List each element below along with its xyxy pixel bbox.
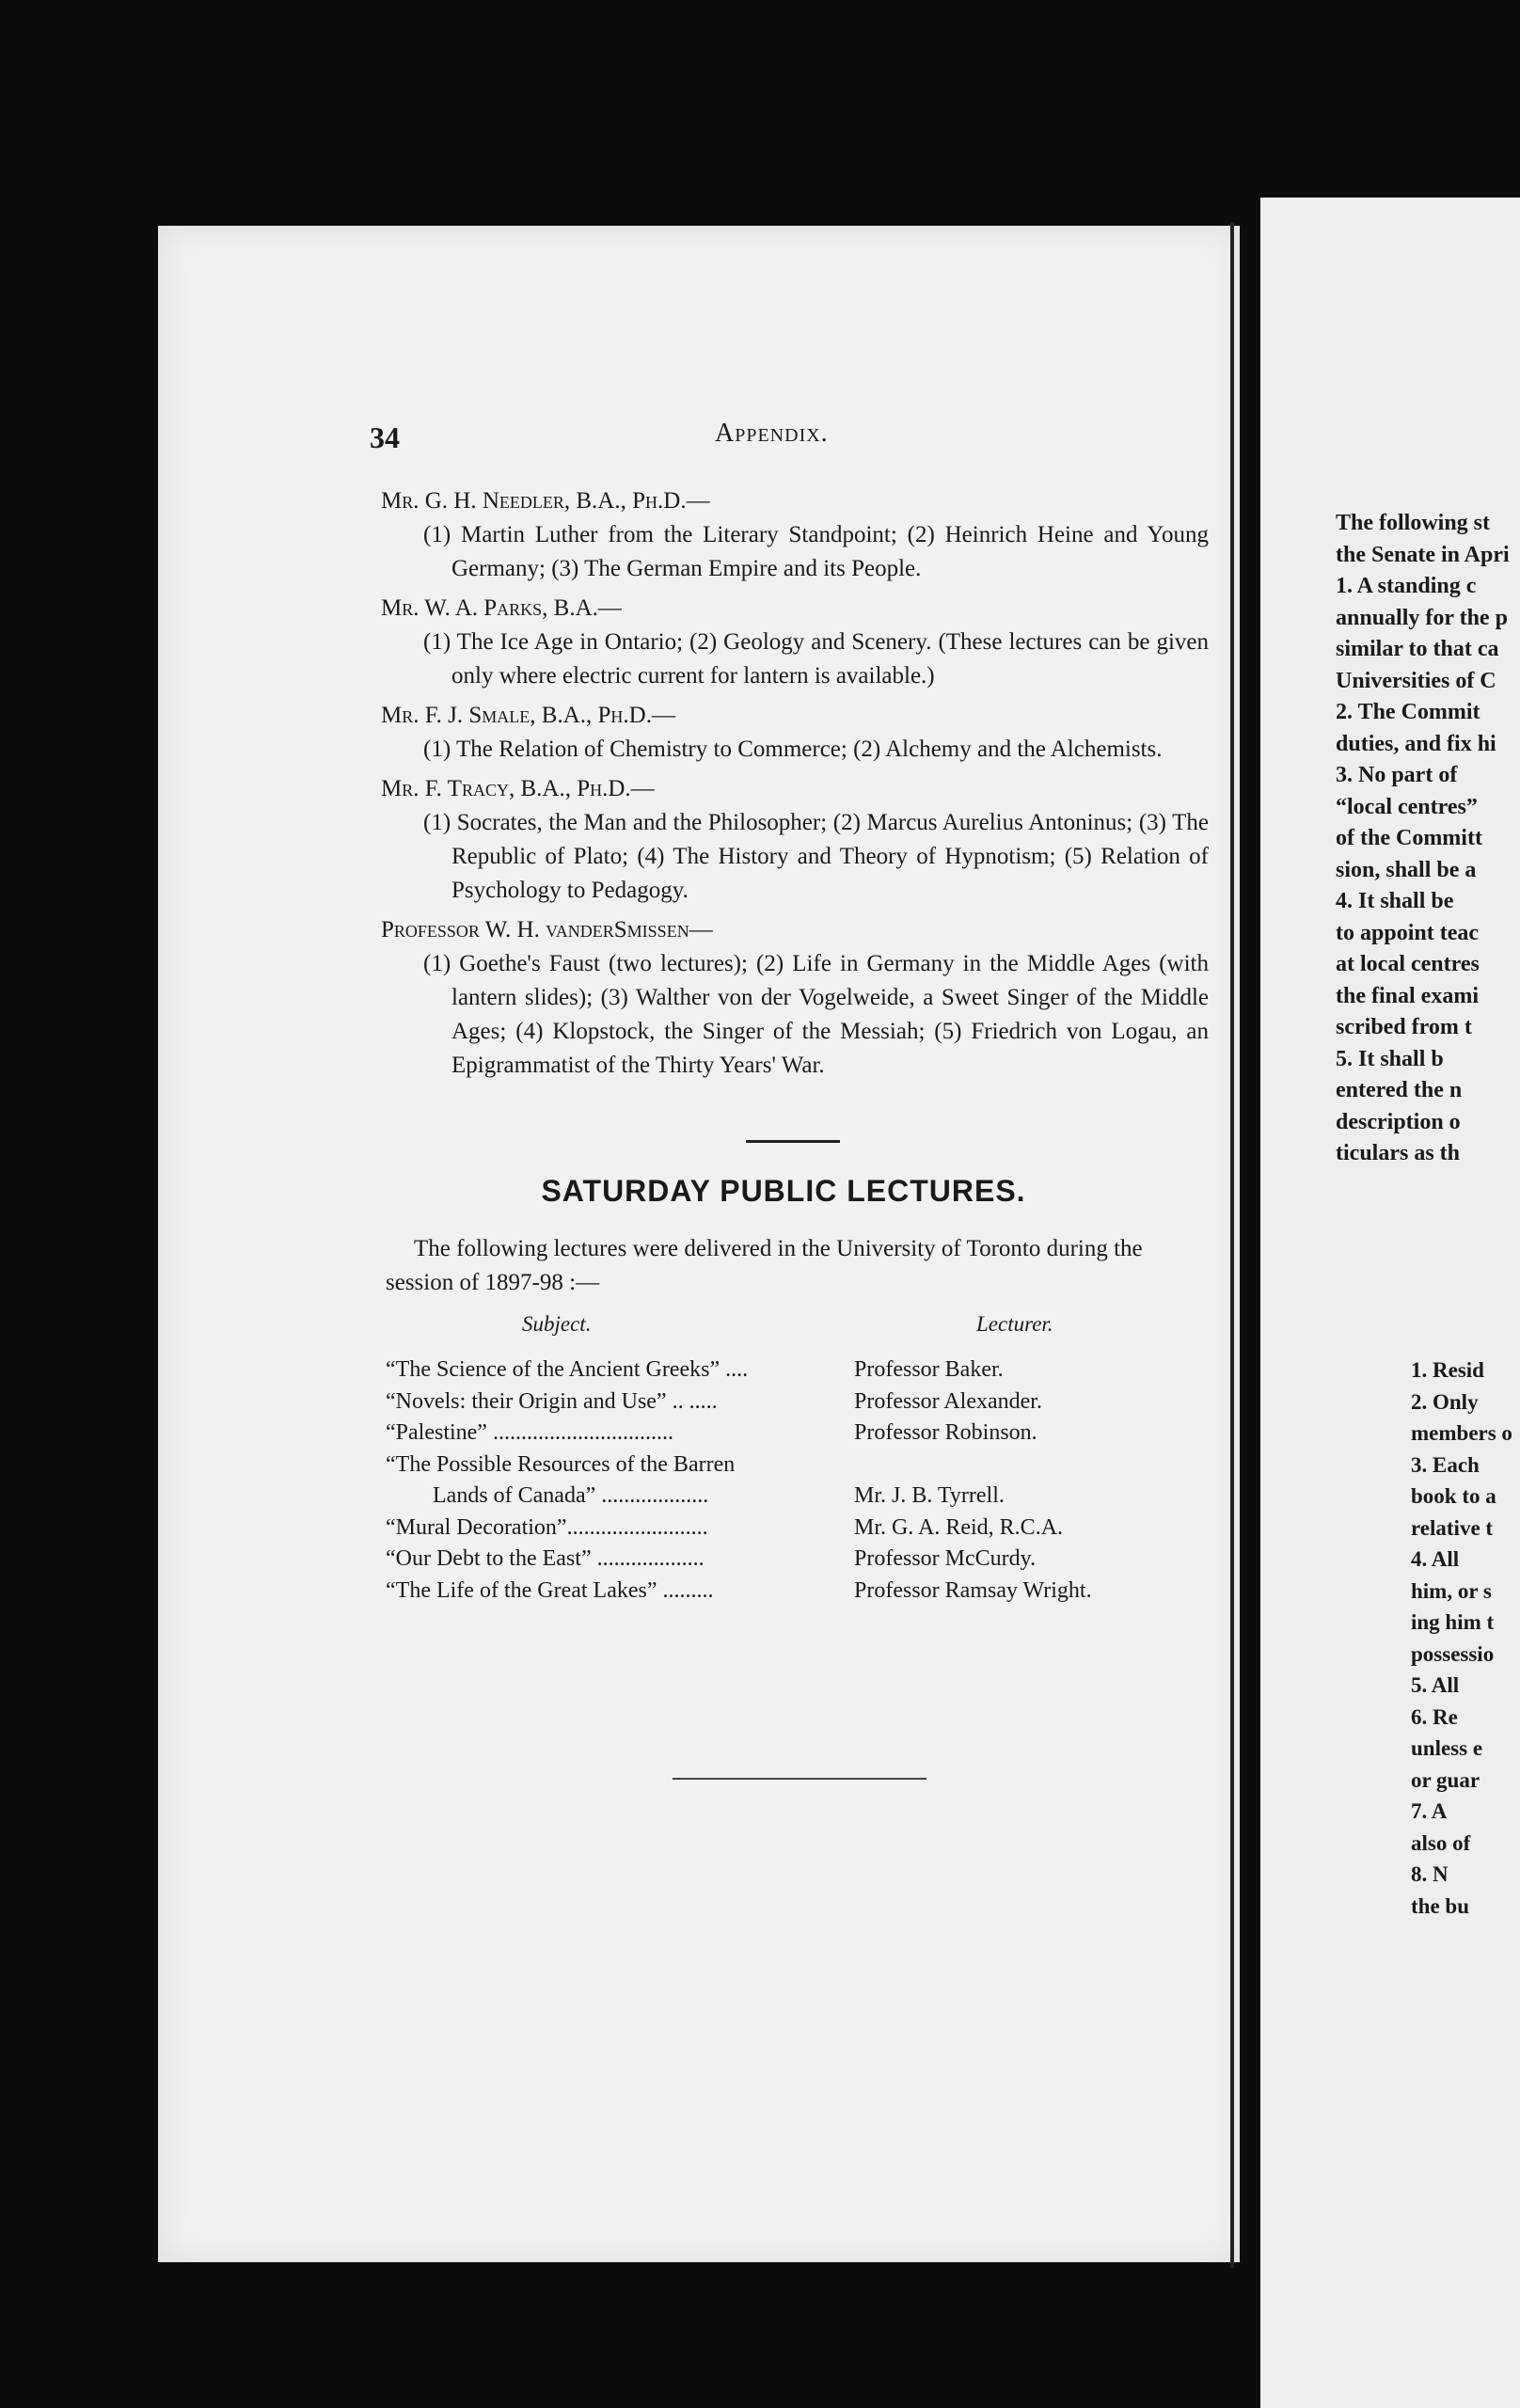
right-page-line: 3. No part of bbox=[1336, 763, 1458, 787]
right-page-line: to appoint teac bbox=[1336, 920, 1479, 945]
right-page-line: also of bbox=[1411, 1830, 1471, 1855]
table-row bbox=[386, 1576, 1213, 1608]
right-page-line: 5. All bbox=[1411, 1673, 1460, 1697]
right-page-line: 1. A standing c bbox=[1336, 574, 1477, 598]
right-page-line: 3. Each bbox=[1411, 1452, 1480, 1477]
right-page-line: or guar bbox=[1411, 1767, 1480, 1792]
lecture-lecturer: Professor Robinson. bbox=[854, 1420, 1037, 1445]
lecture-lecturer: Professor McCurdy. bbox=[854, 1546, 1037, 1571]
right-page-line: similar to that ca bbox=[1336, 637, 1499, 661]
lecture-lecturer: Professor Baker. bbox=[854, 1357, 1004, 1382]
right-page-line: of the Committ bbox=[1336, 826, 1482, 850]
lecture-table bbox=[386, 1354, 1213, 1607]
right-page-line: 4. All bbox=[1411, 1547, 1460, 1571]
right-page-line: scribed from t bbox=[1336, 1015, 1472, 1039]
lecturer-name: Mr. F. Tracy, B.A., Ph.D.— bbox=[381, 776, 655, 801]
right-page-line: relative t bbox=[1411, 1515, 1494, 1540]
subject-column-head: Subject. bbox=[522, 1312, 592, 1336]
lecture-topics: (1) Martin Luther from the Literary Standpoint; (2) Heinrich Heine and Young Germany; (3) The German Empire and its People. bbox=[423, 522, 1209, 581]
lecturer-column-head: Lecturer. bbox=[976, 1312, 1053, 1336]
table-row bbox=[386, 1386, 1213, 1418]
right-page-line: 2. Only bbox=[1411, 1389, 1479, 1414]
right-page-line: duties, and fix hi bbox=[1336, 731, 1496, 756]
lecture-lecturer: Mr. J. B. Tyrrell. bbox=[854, 1483, 1005, 1508]
lecturer-name: Mr. G. H. Needler, B.A., Ph.D.— bbox=[381, 488, 710, 514]
right-page-line: 5. It shall b bbox=[1336, 1046, 1444, 1071]
table-row bbox=[386, 1513, 1213, 1545]
lecturer-entry bbox=[381, 592, 1209, 693]
right-page-line: sion, shall be a bbox=[1336, 857, 1477, 882]
lecturer-name: Professor W. H. vanderSmissen— bbox=[381, 917, 713, 943]
right-page-line: the bu bbox=[1411, 1893, 1469, 1918]
right-page-line: annually for the p bbox=[1336, 605, 1508, 630]
right-page-line: members o bbox=[1411, 1421, 1512, 1445]
right-page-line: 6. Re bbox=[1411, 1704, 1458, 1729]
lecture-subject: “Our Debt to the East” ................... bbox=[386, 1546, 705, 1571]
lecture-lecturer: Mr. G. A. Reid, R.C.A. bbox=[854, 1514, 1064, 1540]
lecture-topics: (1) The Relation of Chemistry to Commerce; (2) Alchemy and the Alchemists. bbox=[423, 737, 1163, 762]
lecture-topics: (1) Goethe's Faust (two lectures); (2) Life in Germany in the Middle Ages (with lantern slides); (3) Walther von der Vogelweide, a Sweet Singer of the Middle Ages; (4) Klopstock, the Singer of the Messiah; (5) Friedrich von Logau, an Epigrammatist of the Thirty Years' War. bbox=[423, 951, 1209, 1078]
table-row bbox=[386, 1354, 1213, 1386]
lecture-subject: “The Science of the Ancient Greeks” .... bbox=[386, 1357, 749, 1382]
right-page-bottom-text bbox=[1411, 1354, 1512, 1922]
lecture-subject: Lands of Canada” ................... bbox=[433, 1483, 709, 1508]
right-page-top-text bbox=[1336, 508, 1510, 1170]
right-page-line: possessio bbox=[1411, 1641, 1495, 1666]
section-intro: The following lectures were delivered in the University of Toronto during the session of 1897-98 :— bbox=[386, 1236, 1143, 1295]
right-page-line: the Senate in Apri bbox=[1336, 542, 1510, 567]
right-page-line: book to a bbox=[1411, 1484, 1496, 1508]
right-page-line: The following st bbox=[1336, 511, 1491, 535]
lecture-subject: “Palestine” ................................ bbox=[386, 1420, 673, 1445]
right-page-line: 4. It shall be bbox=[1336, 889, 1454, 913]
right-page-line: ing him t bbox=[1411, 1610, 1495, 1634]
table-row bbox=[386, 1544, 1213, 1576]
lecturer-name: Mr. W. A. Parks, B.A.— bbox=[381, 595, 622, 621]
lecture-topics: (1) The Ice Age in Ontario; (2) Geology and Scenery. (These lectures can be given only where electric current for lantern is available.) bbox=[423, 629, 1209, 689]
right-page-line: at local centres bbox=[1336, 952, 1480, 976]
table-row bbox=[386, 1418, 1213, 1450]
lecture-lecturer: Professor Alexander. bbox=[854, 1388, 1042, 1414]
right-page-line: 1. Resid bbox=[1411, 1358, 1484, 1382]
right-page-line: the final exami bbox=[1336, 983, 1479, 1008]
lecture-subject: “The Possible Resources of the Barren bbox=[386, 1451, 736, 1477]
lecturer-list bbox=[381, 484, 1209, 1088]
lecturer-entry bbox=[381, 699, 1209, 767]
right-page-line: ticulars as th bbox=[1336, 1141, 1460, 1165]
section-title: SATURDAY PUBLIC LECTURES. bbox=[541, 1174, 1026, 1208]
lecturer-entry bbox=[381, 484, 1209, 586]
lecture-subject: “Novels: their Origin and Use” .. ..... bbox=[386, 1388, 718, 1414]
right-page-line: description o bbox=[1336, 1109, 1461, 1134]
bottom-divider bbox=[673, 1778, 926, 1780]
right-page-line: entered the n bbox=[1336, 1078, 1463, 1102]
right-page-line: Universities of C bbox=[1336, 668, 1496, 693]
lecturer-name: Mr. F. J. Smale, B.A., Ph.D.— bbox=[381, 703, 675, 728]
section-divider bbox=[746, 1140, 840, 1143]
page-number: 34 bbox=[370, 420, 400, 454]
right-page-line: unless e bbox=[1411, 1736, 1483, 1760]
lecture-topics: (1) Socrates, the Man and the Philosopher; (2) Marcus Aurelius Antoninus; (3) The Republic of Plato; (4) The History and Theory of Hypnotism; (5) Relation of Psychology to Pedagogy. bbox=[423, 810, 1209, 903]
lecturer-entry bbox=[381, 913, 1209, 1083]
right-page-line: 7. A bbox=[1411, 1799, 1448, 1823]
lecturer-entry bbox=[381, 772, 1209, 908]
lecture-subject: “Mural Decoration”......................... bbox=[386, 1514, 708, 1540]
right-page-line: him, or s bbox=[1411, 1578, 1492, 1603]
page-fold bbox=[1230, 222, 1234, 2268]
right-page-line: 2. The Commit bbox=[1336, 700, 1480, 724]
lecture-lecturer: Professor Ramsay Wright. bbox=[854, 1577, 1092, 1603]
right-page-line: 8. N bbox=[1411, 1862, 1449, 1886]
running-head: Appendix. bbox=[715, 419, 829, 448]
lecture-subject: “The Life of the Great Lakes” ......... bbox=[386, 1577, 714, 1603]
right-page-line: “local centres” bbox=[1336, 794, 1478, 819]
table-row bbox=[386, 1481, 1213, 1513]
table-row bbox=[386, 1450, 1213, 1481]
